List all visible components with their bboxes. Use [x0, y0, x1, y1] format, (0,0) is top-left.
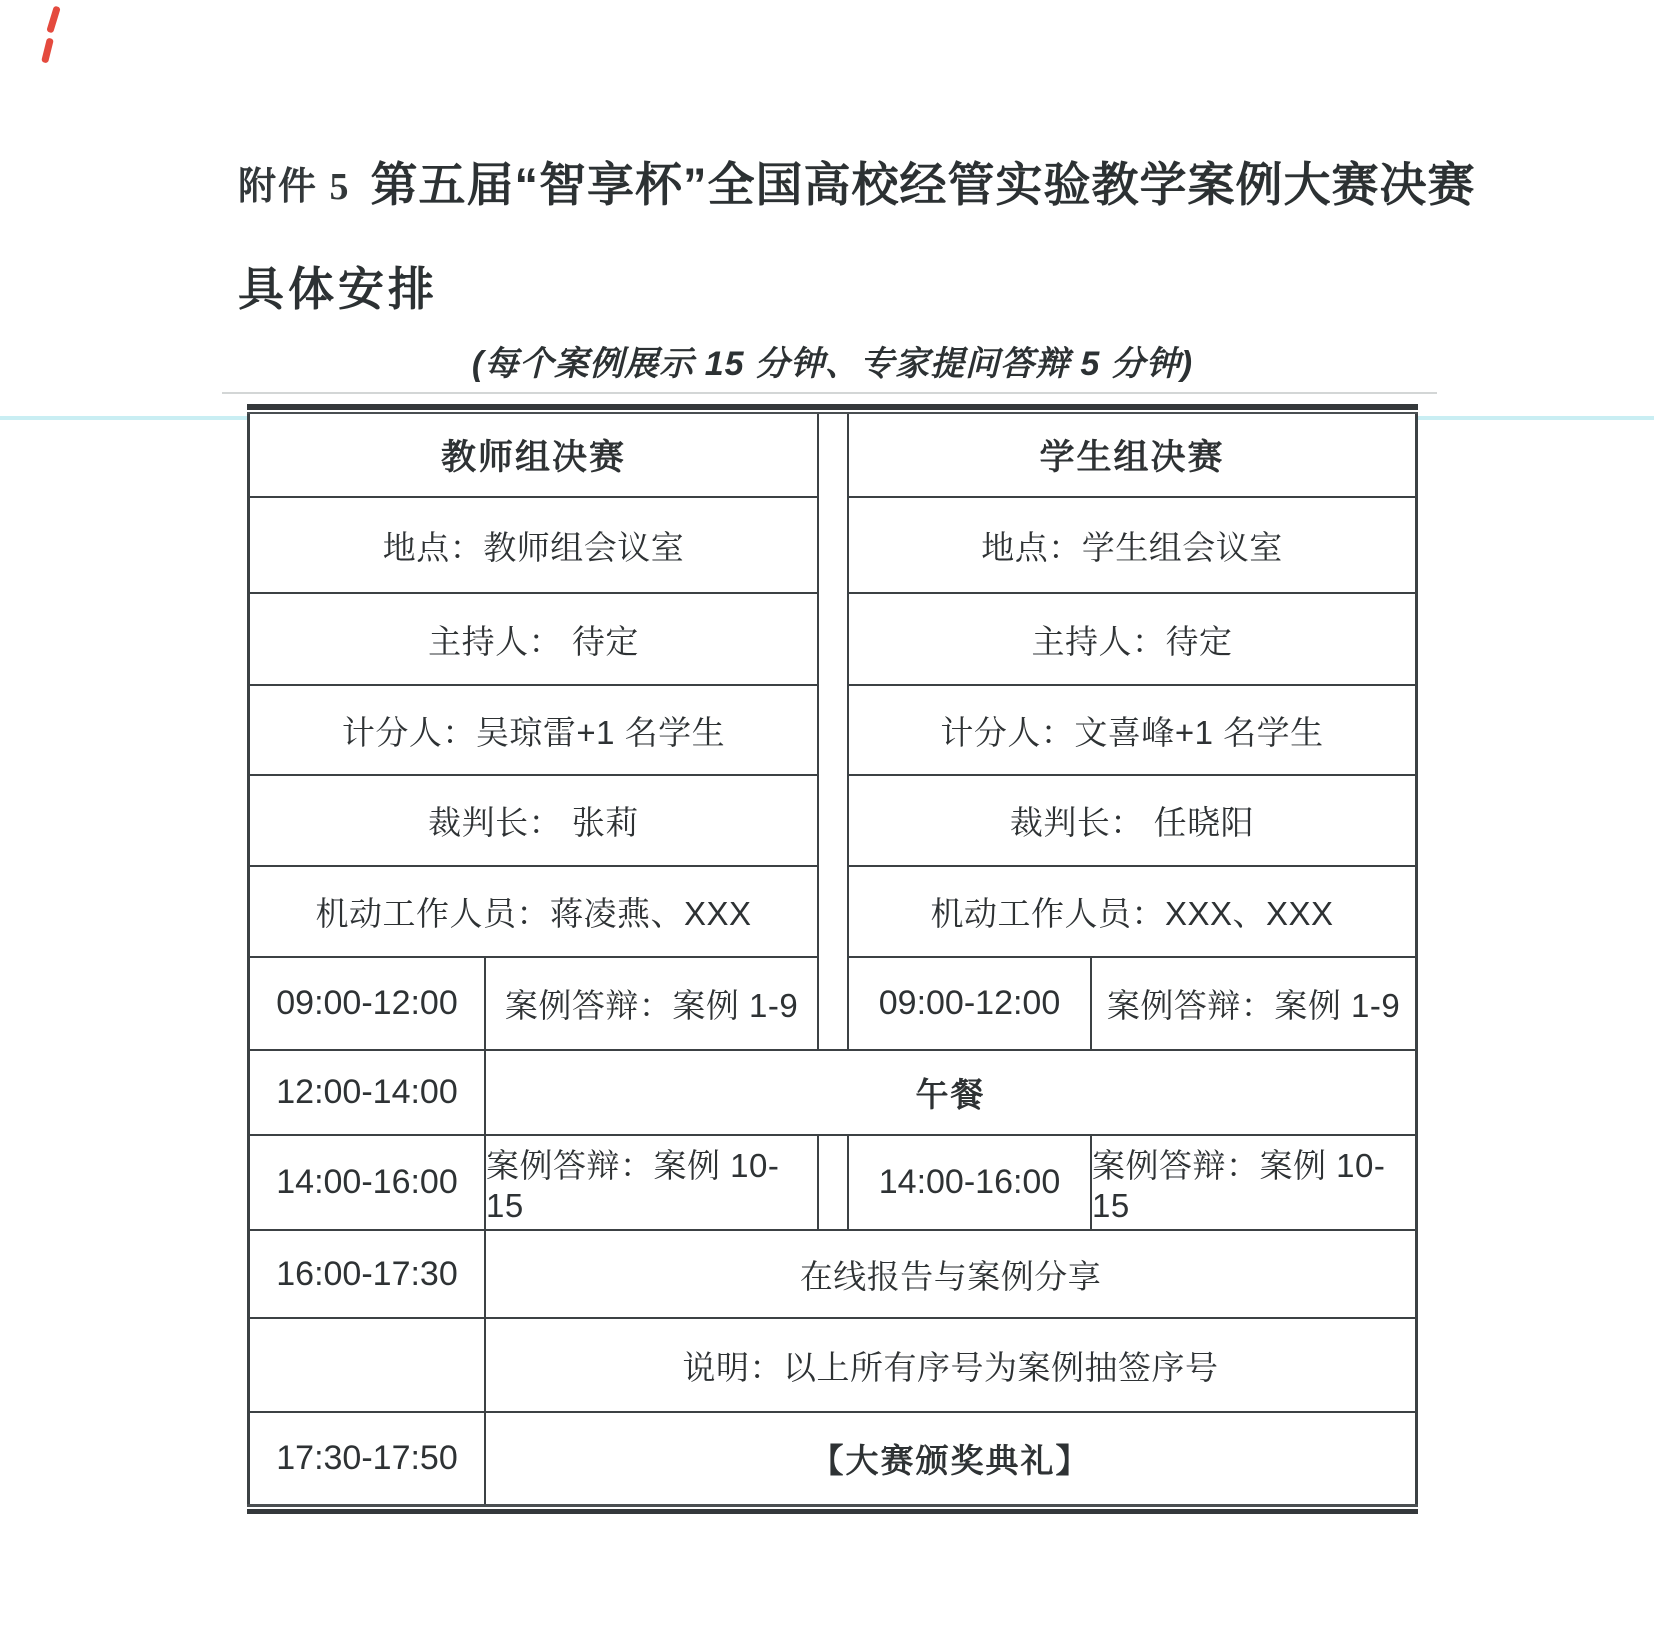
- teacher-scorer-cell: 计分人：吴琼雷+1 名学生: [250, 686, 819, 776]
- note-activity-cell: 说明：以上所有序号为案例抽签序号: [486, 1319, 1415, 1413]
- note-time-cell: [250, 1319, 486, 1413]
- student-location-cell: 地点：学生组会议室: [849, 498, 1415, 594]
- table-gap-cell: [819, 867, 849, 958]
- morning-time-left-cell: 09:00-12:00: [250, 958, 486, 1051]
- page-title-line2: 具体安排: [238, 263, 438, 315]
- ceremony-activity-cell: 【大赛颁奖典礼】: [810, 1442, 1091, 1479]
- lunch-activity-cell: 午餐: [486, 1051, 1415, 1136]
- red-pen-mark: [46, 6, 61, 34]
- report-time-cell: 16:00-17:30: [250, 1231, 486, 1319]
- table-gap-cell: [819, 686, 849, 776]
- red-pen-mark: [41, 38, 54, 64]
- table-gap-cell: [819, 1136, 849, 1231]
- schedule-table: [247, 404, 1418, 1514]
- morning-activity-right-cell: 案例答辩：案例 1-9: [1092, 958, 1415, 1051]
- afternoon-activity-left-cell: 案例答辩：案例 10-15: [486, 1136, 819, 1231]
- teacher-host-cell: 主持人： 待定: [250, 594, 819, 686]
- attachment-label: 附件 5: [238, 166, 351, 208]
- table-gap-cell: [819, 498, 849, 594]
- table-gap-cell: [819, 776, 849, 867]
- teacher-staff-cell: 机动工作人员：蒋凌燕、XXX: [250, 867, 819, 958]
- table-gap-cell: [819, 958, 849, 1051]
- afternoon-time-right-cell: 14:00-16:00: [849, 1136, 1092, 1231]
- schedule-subtitle: (每个案例展示 15 分钟、专家提问答辩 5 分钟): [471, 345, 1194, 383]
- student-scorer-cell: 计分人：文喜峰+1 名学生: [849, 686, 1415, 776]
- table-top-border: [247, 404, 1418, 414]
- lunch-time-cell: 12:00-14:00: [250, 1051, 486, 1136]
- student-host-cell: 主持人：待定: [849, 594, 1415, 686]
- scan-artifact-line: [222, 392, 1437, 394]
- table-bottom-border: [247, 1504, 1418, 1514]
- morning-time-right-cell: 09:00-12:00: [849, 958, 1092, 1051]
- teacher-location-cell: 地点：教师组会议室: [250, 498, 819, 594]
- page-title: 第五届“智享杯”全国高校经管实验教学案例大赛决赛: [370, 158, 1476, 211]
- table-gap-cell: [819, 594, 849, 686]
- document-heading: [238, 148, 1476, 319]
- teacher-judge-cell: 裁判长： 张莉: [250, 776, 819, 867]
- morning-activity-left-cell: 案例答辩：案例 1-9: [486, 958, 819, 1051]
- report-activity-cell: 在线报告与案例分享: [486, 1231, 1415, 1319]
- table-grid: [247, 414, 1418, 1504]
- ceremony-time-cell: 17:30-17:50: [250, 1413, 486, 1504]
- student-judge-cell: 裁判长： 任晓阳: [849, 776, 1415, 867]
- teacher-group-header-cell: 教师组决赛: [250, 414, 819, 498]
- student-staff-cell: 机动工作人员：XXX、XXX: [849, 867, 1415, 958]
- afternoon-activity-right-cell: 案例答辩：案例 10-15: [1092, 1136, 1415, 1231]
- heading-line-1: [238, 148, 1476, 215]
- afternoon-time-left-cell: 14:00-16:00: [250, 1136, 486, 1231]
- table-gap-cell: [819, 414, 849, 498]
- student-group-header-cell: 学生组决赛: [849, 414, 1415, 498]
